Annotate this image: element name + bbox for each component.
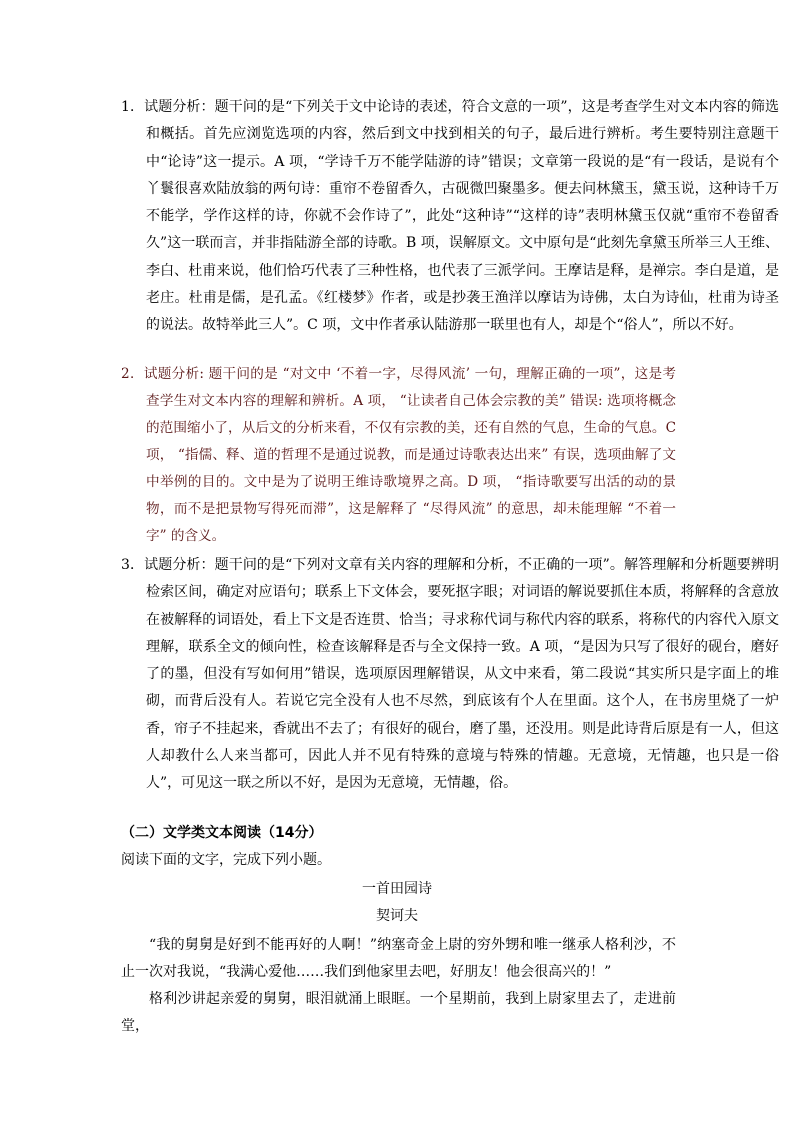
story-body [121,932,676,1040]
story-author: 契诃夫 [376,908,418,924]
analysis-item-3 [121,552,779,798]
item-number: 2． [121,366,144,382]
analysis-item-1 [121,94,779,340]
item-text: 试题分析: 题干问的是 “对文中 ‘不着一字，尽得风流’ 一句，理解正确的一项”，这是考查学生对文本内容的理解和辨析。A 项， “让读者自己体会宗教的美” 错误: 选项将概念的范围缩小了，从后文的分析来看，不仅有宗教的美，还有自然的气息，生命的气息。C 项， “指儒、释、道的哲理不是通过说教，而是通过诗歌表达出来” 有误，选项曲解了文中举例的目的。文中是为了说明王维诗歌境界之高。D 项， “指诗歌要写出活的动的景物，而不是把景物写得死而滞”，这是解释了 “尽得风流” 的意思，却未能理解 “不着一字” 的含义。 [143,366,676,544]
item-text: 试题分析：题干问的是“下列关于文中论诗的表述，符合文意的一项”，这是考查学生对文本内容的筛选和概括。首先应浏览选项的内容，然后到文中找到相关的句子，最后进行辨析。考生要特别注意题干中“论诗”这一提示。A 项，“学诗千万不能学陆游的诗”错误；文章第一段说的是“有一段话，是说有个丫鬟很喜欢陆放翁的两句诗：重帘不卷留香久，古砚微凹聚墨多。便去问林黛玉，黛玉说，这种诗千万不能学，学作这样的诗，你就不会作诗了”，此处“这种诗”“这样的诗”表明林黛玉仅就“重帘不卷留香久”这一联而言，并非指陆游全部的诗歌。B 项，误解原文。文中原句是“此刻先拿黛玉所举三人王维、李白、杜甫来说，他们恰巧代表了三种性格，也代表了三派学问。王摩诘是释，是禅宗。李白是道，是老庄。杜甫是儒，是孔孟。《红楼梦》作者，或是抄袭王渔洋以摩诘为诗佛，太白为诗仙，杜甫为诗圣的说法。故特举此三人”。C 项，文中作者承认陆游那一联里也有人，却是个“俗人”，所以不好。 [144,99,779,334]
story-paragraph: 格利沙讲起亲爱的舅舅，眼泪就涌上眼眶。一个星期前，我到上尉家里去了，走进前堂， [121,991,676,1034]
analysis-item-2 [121,361,676,550]
section-title: （二）文学类文本阅读（14分） [121,825,323,841]
item-number: 1． [121,99,145,115]
story-paragraph: “我的舅舅是好到不能再好的人啊！”纳塞奇金上尉的穷外甥和唯一继承人格利沙，不止一次对我说，“我满心爱他……我们到他家里去吧，好朋友！他会很高兴的！” [121,937,676,980]
story-title: 一首田园诗 [362,881,432,897]
item-number: 3． [121,557,145,573]
item-text: 试题分析：题干问的是“下列对文章有关内容的理解和分析，不正确的一项”。解答理解和分析题要辨明检索区间，确定对应语句；联系上下文体会，要死抠字眼；对词语的解说要抓住本质，将解释的含意放在被解释的词语处，看上下文是否连贯、恰当；寻求称代词与称代内容的联系，将称代的内容代入原文理解，联系全文的倾向性，检查该解释是否与全文保持一致。A 项，“是因为只写了很好的砚台，磨好了的墨，但没有写如何用”错误，选项原因理解错误，从文中来看，第二段说“其实所只是字面上的堆砌，而背后没有人。若说它完全没有人也不尽然，到底该有个人在里面。这个人，在书房里烧了一炉香，帘子不挂起来，香就出不去了；有很好的砚台，磨了墨，还没用。则是此诗背后原是有一人，但这人却教什么人来当都可，因此人并不见有特殊的意境与特殊的情趣。无意境，无情趣，也只是一俗人”，可见这一联之所以不好，是因为无意境，无情趣，俗。 [144,557,779,792]
reading-instruction: 阅读下面的文字，完成下列小题。 [121,852,331,868]
